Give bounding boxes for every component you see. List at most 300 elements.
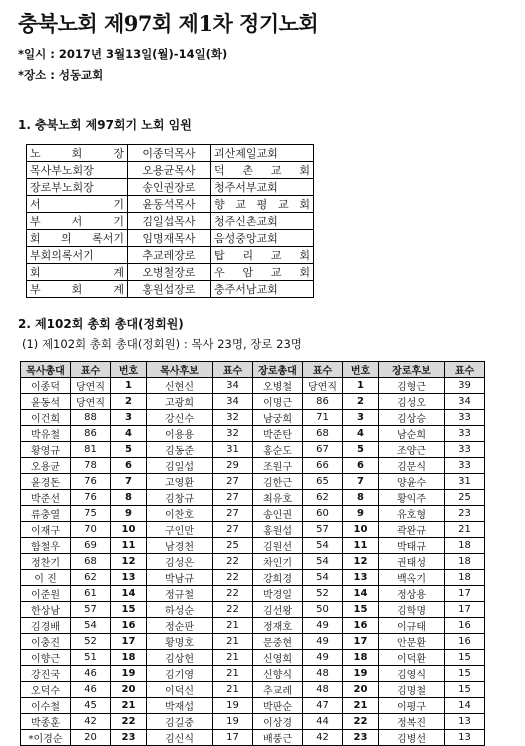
table-cell: 9 bbox=[111, 506, 147, 522]
table-cell: 18 bbox=[445, 570, 485, 586]
table-cell: 51 bbox=[71, 650, 111, 666]
table-cell: 백옥기 bbox=[379, 570, 445, 586]
table-cell: 15 bbox=[445, 650, 485, 666]
table-cell: 신향식 bbox=[253, 666, 303, 682]
table-cell: 34 bbox=[445, 394, 485, 410]
column-header: 장로총대 bbox=[253, 362, 303, 378]
table-row bbox=[21, 570, 485, 586]
table-cell: 15 bbox=[343, 602, 379, 618]
officer-church: 괴산제일교회 bbox=[211, 145, 314, 162]
table-cell: 31 bbox=[213, 442, 253, 458]
table-cell: 박남규 bbox=[147, 570, 213, 586]
table-row bbox=[21, 442, 485, 458]
table-cell: 정복진 bbox=[379, 714, 445, 730]
table-cell: 17 bbox=[343, 634, 379, 650]
page-title: 충북노회 제97회 제1차 정기노회 bbox=[18, 11, 319, 36]
officer-church: 덕 촌 교 회 bbox=[211, 162, 314, 179]
table-cell: 23 bbox=[445, 506, 485, 522]
table-cell: 홍원섭 bbox=[253, 522, 303, 538]
table-cell: 김상승 bbox=[379, 410, 445, 426]
table-cell: 32 bbox=[213, 410, 253, 426]
table-cell: 13 bbox=[445, 714, 485, 730]
table-cell: 48 bbox=[303, 682, 343, 698]
table-cell: 14 bbox=[111, 586, 147, 602]
table-cell: 27 bbox=[213, 506, 253, 522]
table-cell: 47 bbox=[303, 698, 343, 714]
table-cell: 류충열 bbox=[21, 506, 71, 522]
table-cell: 49 bbox=[303, 650, 343, 666]
table-cell: 15 bbox=[445, 682, 485, 698]
table-cell: 22 bbox=[343, 714, 379, 730]
table-cell: 8 bbox=[111, 490, 147, 506]
table-cell: 78 bbox=[71, 458, 111, 474]
table-cell: 34 bbox=[213, 394, 253, 410]
table-cell: 13 bbox=[111, 570, 147, 586]
table-cell: 68 bbox=[71, 554, 111, 570]
table-cell: 18 bbox=[445, 554, 485, 570]
table-cell: 42 bbox=[71, 714, 111, 730]
table-cell: 54 bbox=[303, 538, 343, 554]
table-cell: 21 bbox=[213, 634, 253, 650]
table-cell: 당연직 bbox=[303, 378, 343, 394]
table-cell: 남경천 bbox=[147, 538, 213, 554]
table-cell: 김원선 bbox=[253, 538, 303, 554]
table-row bbox=[21, 378, 485, 394]
section-delegates-title: 2. 제102회 총회 총대(정회원) bbox=[18, 317, 184, 331]
table-cell: 함철우 bbox=[21, 538, 71, 554]
table-row bbox=[21, 490, 485, 506]
table-cell: 5 bbox=[343, 442, 379, 458]
table-cell: 57 bbox=[303, 522, 343, 538]
table-cell: 54 bbox=[303, 554, 343, 570]
table-cell: 33 bbox=[445, 442, 485, 458]
table-cell: 강희경 bbox=[253, 570, 303, 586]
officer-name: 추교레장로 bbox=[128, 247, 211, 264]
table-cell: 박재섭 bbox=[147, 698, 213, 714]
table-cell: 17 bbox=[111, 634, 147, 650]
table-cell: 13 bbox=[343, 570, 379, 586]
table-cell: 황익주 bbox=[379, 490, 445, 506]
officer-name: 송인권장로 bbox=[128, 179, 211, 196]
column-header: 번호 bbox=[343, 362, 379, 378]
table-cell: 21 bbox=[111, 698, 147, 714]
table-cell: 25 bbox=[445, 490, 485, 506]
table-cell: 한상남 bbox=[21, 602, 71, 618]
column-header: 목사총대 bbox=[21, 362, 71, 378]
delegates-table bbox=[20, 361, 485, 746]
table-cell: 7 bbox=[111, 474, 147, 490]
table-cell: 65 bbox=[303, 474, 343, 490]
table-cell: 32 bbox=[213, 426, 253, 442]
table-cell: 김영식 bbox=[379, 666, 445, 682]
place-line: *장소 : 성동교회 bbox=[18, 68, 104, 82]
table-cell: 신영희 bbox=[253, 650, 303, 666]
column-header: 표수 bbox=[71, 362, 111, 378]
table-cell: 권태성 bbox=[379, 554, 445, 570]
table-cell: 17 bbox=[213, 730, 253, 746]
table-cell: 김길중 bbox=[147, 714, 213, 730]
table-cell: 20 bbox=[71, 730, 111, 746]
table-cell: 오병철 bbox=[253, 378, 303, 394]
table-cell: 4 bbox=[111, 426, 147, 442]
table-cell: 1 bbox=[343, 378, 379, 394]
table-cell: 3 bbox=[111, 410, 147, 426]
table-row bbox=[21, 666, 485, 682]
officer-church: 청주서부교회 bbox=[211, 179, 314, 196]
table-cell: 김선왕 bbox=[253, 602, 303, 618]
table-cell: 19 bbox=[343, 666, 379, 682]
column-header: 표수 bbox=[445, 362, 485, 378]
table-cell: 22 bbox=[213, 586, 253, 602]
table-cell: 김문식 bbox=[379, 458, 445, 474]
table-row bbox=[21, 634, 485, 650]
table-cell: 이덕환 bbox=[379, 650, 445, 666]
officer-name: 오용균목사 bbox=[128, 162, 211, 179]
table-cell: 29 bbox=[213, 458, 253, 474]
table-cell: 22 bbox=[213, 554, 253, 570]
table-cell: 윤동석 bbox=[21, 394, 71, 410]
table-cell: 이충진 bbox=[21, 634, 71, 650]
officer-row bbox=[27, 247, 314, 264]
officer-row bbox=[27, 196, 314, 213]
table-cell: 오덕수 bbox=[21, 682, 71, 698]
officer-church: 충주서남교회 bbox=[211, 281, 314, 298]
table-row bbox=[21, 554, 485, 570]
table-cell: 조원구 bbox=[253, 458, 303, 474]
table-cell: 유호형 bbox=[379, 506, 445, 522]
table-cell: 김창규 bbox=[147, 490, 213, 506]
table-cell: 22 bbox=[213, 570, 253, 586]
table-cell: 12 bbox=[111, 554, 147, 570]
table-cell: 송인권 bbox=[253, 506, 303, 522]
table-cell: 49 bbox=[303, 618, 343, 634]
table-cell: 16 bbox=[343, 618, 379, 634]
table-row bbox=[21, 714, 485, 730]
table-cell: 17 bbox=[445, 586, 485, 602]
table-cell: 이평구 bbox=[379, 698, 445, 714]
table-cell: 윤경돈 bbox=[21, 474, 71, 490]
table-cell: 14 bbox=[445, 698, 485, 714]
table-cell: 21 bbox=[213, 682, 253, 698]
table-cell: 69 bbox=[71, 538, 111, 554]
table-cell: 박준선 bbox=[21, 490, 71, 506]
table-cell: 21 bbox=[213, 650, 253, 666]
table-cell: 14 bbox=[343, 586, 379, 602]
table-cell: 당연직 bbox=[71, 378, 111, 394]
table-cell: 61 bbox=[71, 586, 111, 602]
table-cell: 1 bbox=[111, 378, 147, 394]
table-cell: 54 bbox=[71, 618, 111, 634]
table-cell: 62 bbox=[303, 490, 343, 506]
table-cell: 8 bbox=[343, 490, 379, 506]
table-cell: 33 bbox=[445, 426, 485, 442]
table-cell: 차인기 bbox=[253, 554, 303, 570]
table-cell: 박준탄 bbox=[253, 426, 303, 442]
officer-role: 회 의 록서기 bbox=[27, 230, 128, 247]
table-cell: 44 bbox=[303, 714, 343, 730]
table-cell: 문중현 bbox=[253, 634, 303, 650]
officer-name: 임명재목사 bbox=[128, 230, 211, 247]
table-row bbox=[21, 618, 485, 634]
officer-church: 향 교 평 교 회 bbox=[211, 196, 314, 213]
table-cell: 88 bbox=[71, 410, 111, 426]
table-cell: 2 bbox=[343, 394, 379, 410]
table-cell: 이찬호 bbox=[147, 506, 213, 522]
officer-church: 탑 리 교 회 bbox=[211, 247, 314, 264]
table-cell: 52 bbox=[71, 634, 111, 650]
table-cell: 11 bbox=[111, 538, 147, 554]
table-cell: 21 bbox=[213, 618, 253, 634]
table-cell: 조양근 bbox=[379, 442, 445, 458]
table-cell: 박태규 bbox=[379, 538, 445, 554]
table-cell: 27 bbox=[213, 490, 253, 506]
table-cell: 김경배 bbox=[21, 618, 71, 634]
table-cell: 이 진 bbox=[21, 570, 71, 586]
table-cell: 19 bbox=[111, 666, 147, 682]
table-cell: 정상용 bbox=[379, 586, 445, 602]
table-cell: 이용용 bbox=[147, 426, 213, 442]
column-header: 목사후보 bbox=[147, 362, 213, 378]
table-cell: 70 bbox=[71, 522, 111, 538]
officer-role: 부 회 계 bbox=[27, 281, 128, 298]
table-cell: 25 bbox=[213, 538, 253, 554]
table-cell: 김신식 bbox=[147, 730, 213, 746]
table-row bbox=[21, 538, 485, 554]
table-cell: 이규태 bbox=[379, 618, 445, 634]
table-cell: 42 bbox=[303, 730, 343, 746]
table-cell: 19 bbox=[213, 714, 253, 730]
table-cell: 57 bbox=[71, 602, 111, 618]
table-cell: 6 bbox=[111, 458, 147, 474]
table-cell: 23 bbox=[111, 730, 147, 746]
table-cell: 19 bbox=[213, 698, 253, 714]
table-cell: 이종덕 bbox=[21, 378, 71, 394]
table-cell: *이경순 bbox=[21, 730, 71, 746]
table-cell: 75 bbox=[71, 506, 111, 522]
table-cell: 김성은 bbox=[147, 554, 213, 570]
table-cell: 45 bbox=[71, 698, 111, 714]
table-cell: 김성오 bbox=[379, 394, 445, 410]
table-cell: 21 bbox=[343, 698, 379, 714]
officer-role: 노 회 장 bbox=[27, 145, 128, 162]
table-cell: 15 bbox=[445, 666, 485, 682]
table-cell: 신현신 bbox=[147, 378, 213, 394]
table-cell: 고영환 bbox=[147, 474, 213, 490]
table-cell: 박경일 bbox=[253, 586, 303, 602]
table-cell: 김병선 bbox=[379, 730, 445, 746]
table-row bbox=[21, 410, 485, 426]
table-cell: 76 bbox=[71, 474, 111, 490]
officer-role: 서 기 bbox=[27, 196, 128, 213]
table-cell: 황명호 bbox=[147, 634, 213, 650]
table-cell: 정찬기 bbox=[21, 554, 71, 570]
table-cell: 구인만 bbox=[147, 522, 213, 538]
table-cell: 86 bbox=[71, 426, 111, 442]
table-cell: 이건희 bbox=[21, 410, 71, 426]
table-cell: 27 bbox=[213, 474, 253, 490]
table-cell: 추교레 bbox=[253, 682, 303, 698]
officers-table bbox=[26, 144, 314, 298]
table-cell: 양윤수 bbox=[379, 474, 445, 490]
officer-role: 목사부노회장 bbox=[27, 162, 128, 179]
table-cell: 11 bbox=[343, 538, 379, 554]
table-cell: 62 bbox=[71, 570, 111, 586]
table-cell: 22 bbox=[111, 714, 147, 730]
table-row bbox=[21, 602, 485, 618]
table-cell: 강신수 bbox=[147, 410, 213, 426]
table-cell: 이덕신 bbox=[147, 682, 213, 698]
table-cell: 20 bbox=[111, 682, 147, 698]
table-cell: 박종훈 bbox=[21, 714, 71, 730]
officer-role: 부 서 기 bbox=[27, 213, 128, 230]
table-cell: 52 bbox=[303, 586, 343, 602]
table-cell: 이준원 bbox=[21, 586, 71, 602]
table-cell: 46 bbox=[71, 666, 111, 682]
table-cell: 21 bbox=[445, 522, 485, 538]
table-cell: 3 bbox=[343, 410, 379, 426]
table-cell: 박판순 bbox=[253, 698, 303, 714]
table-cell: 남순희 bbox=[379, 426, 445, 442]
table-cell: 22 bbox=[213, 602, 253, 618]
officer-church: 청주신촌교회 bbox=[211, 213, 314, 230]
table-cell: 김상헌 bbox=[147, 650, 213, 666]
table-cell: 고광희 bbox=[147, 394, 213, 410]
table-cell: 이재구 bbox=[21, 522, 71, 538]
table-row bbox=[21, 474, 485, 490]
table-cell: 배풍근 bbox=[253, 730, 303, 746]
table-cell: 50 bbox=[303, 602, 343, 618]
table-cell: 6 bbox=[343, 458, 379, 474]
column-header: 표수 bbox=[303, 362, 343, 378]
table-cell: 16 bbox=[445, 634, 485, 650]
officer-name: 김일섭목사 bbox=[128, 213, 211, 230]
table-cell: 81 bbox=[71, 442, 111, 458]
table-row bbox=[21, 650, 485, 666]
table-row bbox=[21, 426, 485, 442]
table-cell: 하성순 bbox=[147, 602, 213, 618]
table-cell: 60 bbox=[303, 506, 343, 522]
table-cell: 34 bbox=[213, 378, 253, 394]
table-row bbox=[21, 458, 485, 474]
table-cell: 33 bbox=[445, 458, 485, 474]
officer-row bbox=[27, 213, 314, 230]
table-cell: 18 bbox=[445, 538, 485, 554]
table-row bbox=[21, 698, 485, 714]
officer-row bbox=[27, 230, 314, 247]
column-header: 장로후보 bbox=[379, 362, 445, 378]
table-cell: 15 bbox=[111, 602, 147, 618]
table-cell: 13 bbox=[445, 730, 485, 746]
table-cell: 10 bbox=[343, 522, 379, 538]
officer-name: 이종덕목사 bbox=[128, 145, 211, 162]
table-cell: 18 bbox=[111, 650, 147, 666]
table-cell: 김일섭 bbox=[147, 458, 213, 474]
table-cell: 27 bbox=[213, 522, 253, 538]
table-cell: 33 bbox=[445, 410, 485, 426]
table-cell: 76 bbox=[71, 490, 111, 506]
table-cell: 9 bbox=[343, 506, 379, 522]
table-row bbox=[21, 586, 485, 602]
table-row bbox=[21, 730, 485, 746]
table-cell: 18 bbox=[343, 650, 379, 666]
table-cell: 2 bbox=[111, 394, 147, 410]
table-cell: 46 bbox=[71, 682, 111, 698]
table-cell: 김한근 bbox=[253, 474, 303, 490]
delegates-subsection-title: (1) 제102회 총회 총대(정회원) : 목사 23명, 장로 23명 bbox=[22, 337, 302, 351]
table-cell: 김명철 bbox=[379, 682, 445, 698]
column-header: 표수 bbox=[213, 362, 253, 378]
officer-name: 오병철장로 bbox=[128, 264, 211, 281]
table-cell: 곽완규 bbox=[379, 522, 445, 538]
table-cell: 12 bbox=[343, 554, 379, 570]
table-cell: 16 bbox=[111, 618, 147, 634]
officer-row bbox=[27, 162, 314, 179]
table-row bbox=[21, 522, 485, 538]
column-header: 번호 bbox=[111, 362, 147, 378]
table-cell: 오용균 bbox=[21, 458, 71, 474]
officer-church: 음성중앙교회 bbox=[211, 230, 314, 247]
table-cell: 17 bbox=[445, 602, 485, 618]
table-cell: 박유철 bbox=[21, 426, 71, 442]
delegates-header-row bbox=[21, 362, 485, 378]
officer-row bbox=[27, 145, 314, 162]
officer-row bbox=[27, 281, 314, 298]
table-cell: 49 bbox=[303, 634, 343, 650]
table-cell: 김형근 bbox=[379, 378, 445, 394]
table-cell: 54 bbox=[303, 570, 343, 586]
table-cell: 4 bbox=[343, 426, 379, 442]
table-cell: 71 bbox=[303, 410, 343, 426]
officer-role: 장로부노회장 bbox=[27, 179, 128, 196]
table-row bbox=[21, 394, 485, 410]
table-cell: 10 bbox=[111, 522, 147, 538]
table-cell: 39 bbox=[445, 378, 485, 394]
officer-church: 우 암 교 회 bbox=[211, 264, 314, 281]
table-cell: 당연직 bbox=[71, 394, 111, 410]
table-cell: 86 bbox=[303, 394, 343, 410]
table-cell: 이향근 bbox=[21, 650, 71, 666]
table-cell: 김학명 bbox=[379, 602, 445, 618]
table-cell: 31 bbox=[445, 474, 485, 490]
table-row bbox=[21, 682, 485, 698]
table-cell: 20 bbox=[343, 682, 379, 698]
officer-row bbox=[27, 264, 314, 281]
table-cell: 김기영 bbox=[147, 666, 213, 682]
table-cell: 홍순도 bbox=[253, 442, 303, 458]
table-cell: 23 bbox=[343, 730, 379, 746]
table-cell: 68 bbox=[303, 426, 343, 442]
table-cell: 이상경 bbox=[253, 714, 303, 730]
table-cell: 정재호 bbox=[253, 618, 303, 634]
officer-name: 홍원섭장로 bbox=[128, 281, 211, 298]
date-line: *일시 : 2017년 3월13일(월)-14일(화) bbox=[18, 47, 228, 61]
table-cell: 최유호 bbox=[253, 490, 303, 506]
table-cell: 5 bbox=[111, 442, 147, 458]
table-cell: 황영규 bbox=[21, 442, 71, 458]
table-cell: 안문환 bbox=[379, 634, 445, 650]
table-cell: 정순판 bbox=[147, 618, 213, 634]
table-row bbox=[21, 506, 485, 522]
table-cell: 21 bbox=[213, 666, 253, 682]
officer-role: 회 계 bbox=[27, 264, 128, 281]
table-cell: 7 bbox=[343, 474, 379, 490]
table-cell: 16 bbox=[445, 618, 485, 634]
officer-row bbox=[27, 179, 314, 196]
table-cell: 48 bbox=[303, 666, 343, 682]
table-cell: 정규철 bbox=[147, 586, 213, 602]
table-cell: 66 bbox=[303, 458, 343, 474]
table-cell: 67 bbox=[303, 442, 343, 458]
